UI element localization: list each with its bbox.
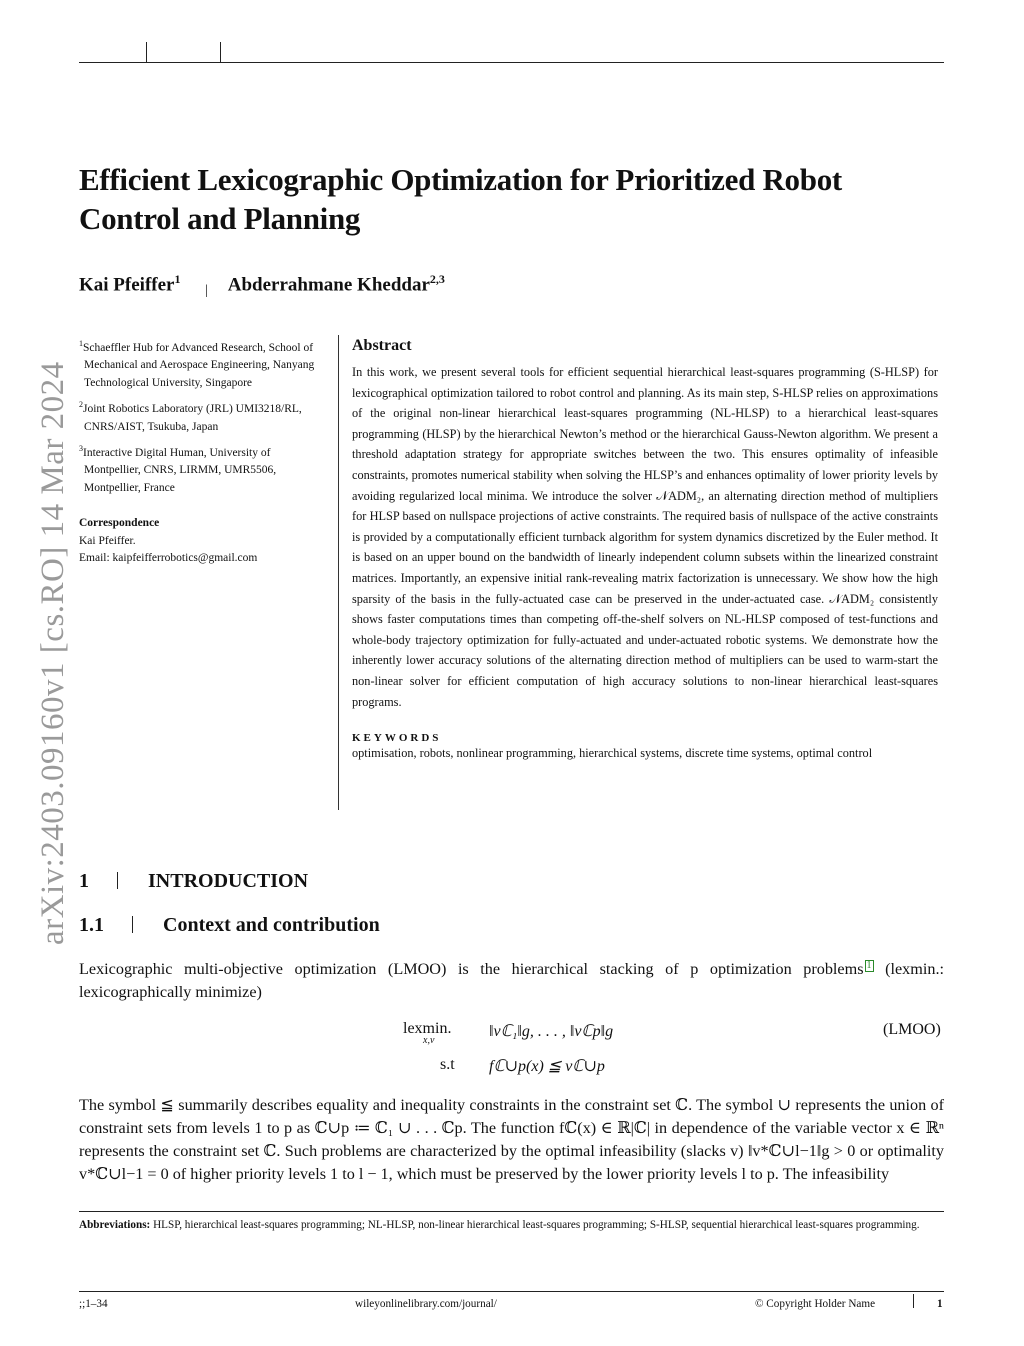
- section-divider: [117, 872, 118, 889]
- keywords-text: optimisation, robots, nonlinear programming, hierarchical systems, discrete time systems, optimal control: [352, 746, 873, 761]
- body-text: Lexicographic multi-objective optimization (LMOO) is the hierarchical stacking of p optimization problems: [79, 960, 864, 978]
- affiliations: [79, 335, 329, 568]
- footer-rule: [79, 1291, 944, 1292]
- abstract: [352, 337, 938, 761]
- page-number: 1: [937, 1298, 943, 1310]
- abbreviations-text: HLSP, hierarchical least-squares programming; NL-HLSP, non-linear hierarchical least-squares programming; S-HLSP, sequential hierarchical least-squares programming.: [153, 1219, 920, 1231]
- author-affil-mark: 1: [174, 272, 181, 286]
- correspondence-heading: Correspondence: [79, 517, 160, 530]
- affiliation-number: 2: [79, 400, 83, 410]
- header-tick: [146, 42, 147, 62]
- author-name: Kai Pfeiffer: [79, 274, 175, 296]
- section-title: INTRODUCTION: [148, 870, 309, 892]
- body-paragraph: The symbol ≦ summarily describes equality and inequality constraints in the constraint set ℂ. The symbol ∪ represents the union of constraint sets from levels 1 to p as ℂ∪p ≔ ℂ₁ ∪ . . . ℂp. The function fℂ(x) ∈ ℝ|ℂ| in dependence of the variable vector x ∈ ℝⁿ represents the constraint set ℂ. Such problems are characterized by the optimal infeasibility (slacks v) ‖v*ℂ∪l−1‖g > 0 or optimality v*ℂ∪l−1 = 0 of higher priority levels 1 to l − 1, which must be preserved by the lower priority levels l to p. The infeasibility: [79, 1096, 944, 1183]
- footer-url[interactable]: wileyonlinelibrary.com/journal/: [355, 1298, 497, 1310]
- equation-objective: ‖vℂ₁‖g, . . . , ‖vℂp‖g: [489, 1023, 614, 1040]
- affiliation-text: Joint Robotics Laboratory (JRL) UMI3218/RL, CNRS/AIST, Tsukuba, Japan: [83, 403, 302, 433]
- equation-label: (LMOO): [883, 1021, 941, 1038]
- author-affil-mark: 2,3: [429, 272, 445, 286]
- affiliation-number: 3: [79, 444, 83, 454]
- abstract-heading: Abstract: [352, 337, 412, 354]
- body-paragraph: [79, 958, 944, 1004]
- author-separator: |: [205, 283, 209, 299]
- abbreviations-label: Abbreviations:: [79, 1219, 151, 1231]
- section-number: 1: [79, 870, 89, 892]
- section-divider: [132, 916, 133, 933]
- equation-constraint: fℂ∪p(x) ≦ vℂ∪p: [489, 1058, 605, 1075]
- arxiv-identifier: arXiv:2403.09160v1 [cs.RO] 14 Mar 2024: [35, 361, 71, 945]
- equation-op-subscript: x,v: [423, 1035, 435, 1046]
- author-name: Abderrahmane Kheddar: [227, 274, 430, 296]
- abstract-text: In this work, we present several tools for efficient sequential hierarchical least-squares programming (S-HLSP) for lexicographical optimization tailored to robot control and planning. As its main step, S-HLSP relies on approximations of the original non-linear hierarchical least-squares programming (NL-HLSP) to a hierarchical least-squares programming (HLSP) by the hierarchical Newton’s method or the hierarchical Gauss-Newton algorithm. We present a threshold adaptation strategy for appropriate switches between the two. This ensures optimality of infeasible constraints, promotes numerical stability when solving the HLSP’s and enhances optimality of lower priority levels by avoiding regularized local minima. We introduce the solver 𝒩ADM₂, an alternating direction method of multipliers for HLSP based on nullspace projections of active constraints. The required basis of nullspace of the active constraints is provided by a computationally efficient turnback algorithm for system dynamics discretized by the Euler method. It is based on an upper bound on the bandwidth of linearly independent column subsets within the linearized constraint matrices. Importantly, an expensive initial rank-revealing matrix factorization is unnecessary. We show how the high sparsity of the basis in the fully-actuated case can be preserved in the under-actuated case. 𝒩ADM₂ consistently shows faster computations times than competing off-the-shelf solvers on NL-HLSP composed of test-functions and whole-body trajectory optimization for fully-actuated and under-actuated robotic systems. We demonstrate how the inherently lower accuracy solutions of the alternating direction method of multipliers can be used to warm-start the non-linear solver for efficient computation of high accuracy solutions to non-linear hierarchical least-squares programs.: [352, 365, 938, 709]
- abbreviations: [79, 1217, 944, 1233]
- affiliation: [79, 335, 329, 392]
- header-tick: [220, 42, 221, 62]
- section-title: Context and contribution: [163, 914, 380, 936]
- footer-divider: [913, 1294, 914, 1308]
- header-rule: [79, 62, 944, 63]
- body-text: (lexmin.: lexicographically minimize): [79, 960, 944, 1001]
- section-number: 1.1: [79, 914, 104, 936]
- footer-copyright: © Copyright Holder Name: [755, 1298, 876, 1310]
- affiliation-number: 1: [79, 339, 83, 348]
- footer-pages: ;;1–34: [79, 1298, 108, 1310]
- affiliation-text: Interactive Digital Human, University of Montpellier, CNRS, LIRMM, UMR5506, Montpellier, France: [83, 446, 277, 494]
- correspondence-name: Kai Pfeiffer.: [79, 534, 136, 547]
- equation-op-lexmin: lexmin.: [403, 1020, 452, 1037]
- column-divider: [338, 335, 339, 810]
- affiliation: [79, 396, 329, 436]
- affiliation-text: Schaeffler Hub for Advanced Research, School of Mechanical and Aerospace Engineering, Nanyang Technological University, Singapore: [83, 341, 315, 389]
- equation-operator: [403, 1020, 451, 1046]
- footnote-link[interactable]: 1: [866, 959, 872, 971]
- paper-title: Efficient Lexicographic Optimization for Prioritized Robot Control and Planning: [79, 162, 842, 236]
- equation-op-st: s.t: [440, 1056, 455, 1073]
- abbreviations-rule: [79, 1211, 944, 1212]
- affiliation: [79, 440, 329, 497]
- correspondence-email: Email: kaipfeifferrobotics@gmail.com: [79, 552, 258, 565]
- keywords-heading: KEYWORDS: [352, 732, 442, 745]
- author-list: [79, 272, 445, 299]
